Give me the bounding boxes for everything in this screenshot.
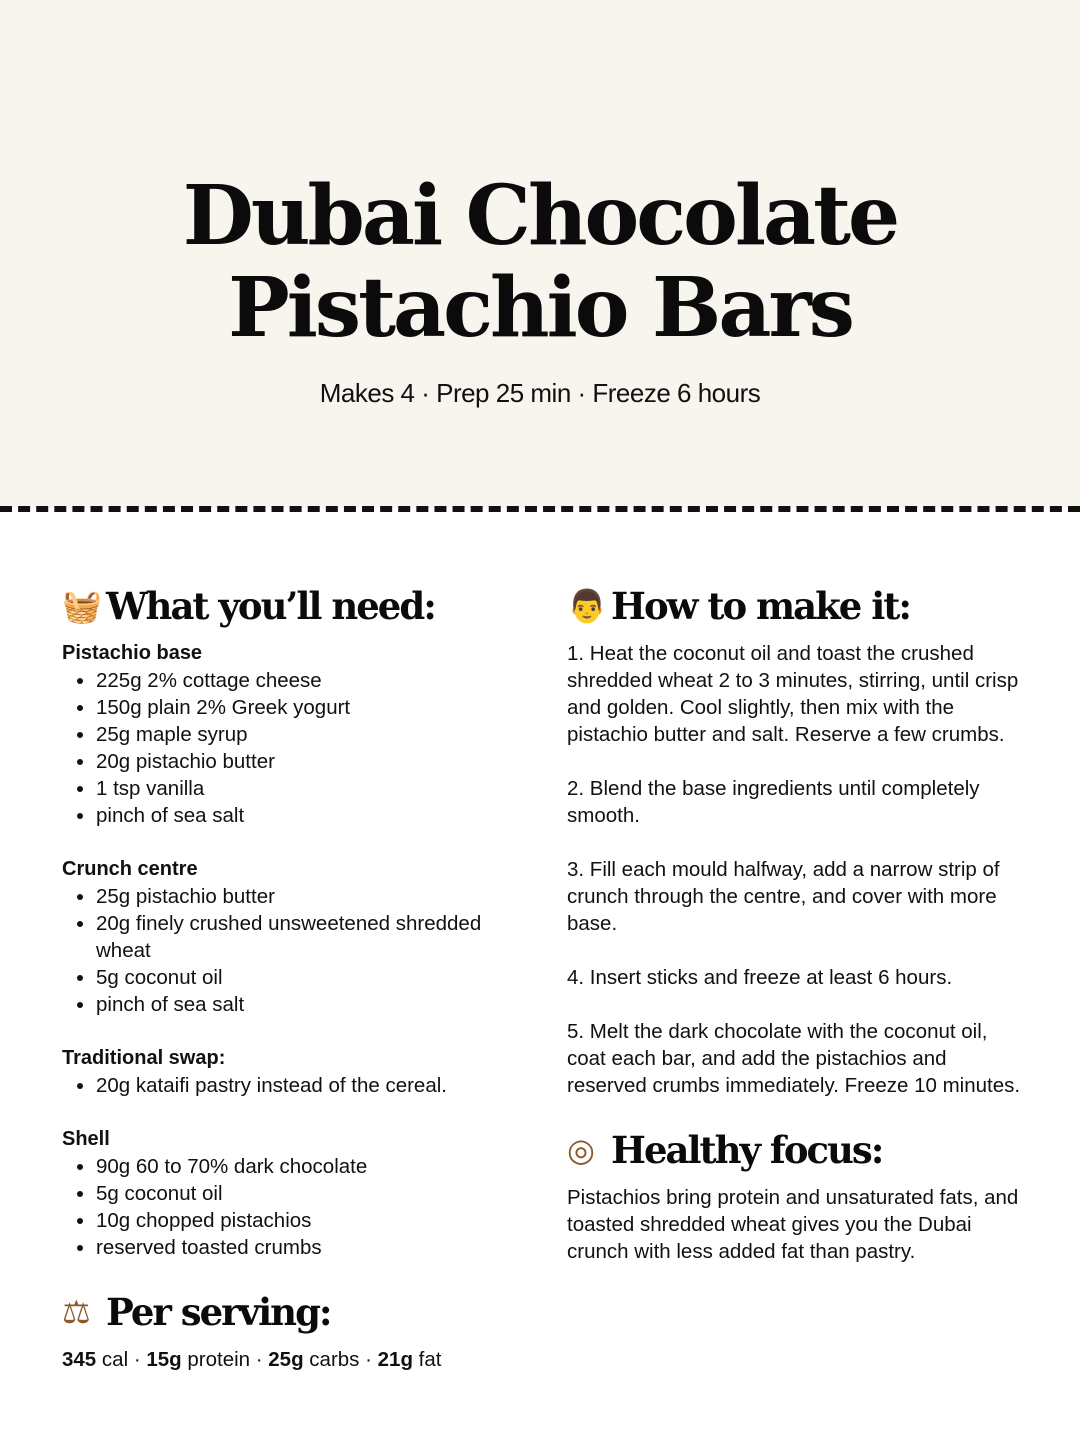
carbs-label: carbs · <box>303 1348 378 1371</box>
ingredient-item: • 1 tsp vanilla <box>96 775 512 802</box>
method-heading <box>567 582 1029 630</box>
group-title: Pistachio base <box>62 642 203 664</box>
fat-label: fat <box>412 1348 442 1371</box>
ingredient-group-swap <box>62 1045 512 1099</box>
ingredient-item: • 5g coconut oil <box>96 964 512 991</box>
carbs-value: 25g <box>268 1348 304 1371</box>
target-icon: ◎ <box>567 1131 595 1169</box>
group-title: Crunch centre <box>62 858 198 880</box>
recipe-meta: Makes 4 · Prep 25 min · Freeze 6 hours <box>319 378 761 408</box>
ingredient-item: • 25g pistachio butter <box>96 883 512 910</box>
ingredients-heading <box>62 582 512 630</box>
ingredient-group-crunch <box>62 856 512 1018</box>
method-step: 1. Heat the coconut oil and toast the crushed shredded wheat 2 to 3 minutes, stirring, until crisp and golden. Cool slightly, then mix with the pistachio butter and salt. Reserve a few crumbs. <box>567 642 1019 746</box>
ingredient-item: • pinch of sea salt <box>96 991 512 1018</box>
healthy-focus-heading-text: Healthy focus: <box>611 1128 883 1172</box>
ingredient-group-shell <box>62 1126 512 1261</box>
ingredient-item: • 20g pistachio butter <box>96 748 512 775</box>
ingredient-list <box>62 1153 512 1261</box>
ingredient-item: • 90g 60 to 70% dark chocolate <box>96 1153 512 1180</box>
calories-value: 345 <box>62 1348 97 1371</box>
scales-icon: ⚖ <box>62 1293 91 1331</box>
protein-value: 15g <box>146 1348 182 1371</box>
ingredient-item: • 10g chopped pistachios <box>96 1207 512 1234</box>
ingredient-list <box>62 883 512 1018</box>
recipe-header <box>0 0 1080 508</box>
ingredient-list <box>62 1072 512 1099</box>
ingredient-item: • reserved toasted crumbs <box>96 1234 512 1261</box>
ingredient-item: • 150g plain 2% Greek yogurt <box>96 694 512 721</box>
ingredient-list <box>62 667 512 829</box>
method-step: 4. Insert sticks and freeze at least 6 hours. <box>567 966 953 989</box>
ingredient-item: • 20g kataifi pastry instead of the cereal. <box>96 1072 512 1099</box>
ingredients-heading-text: What you’ll need: <box>106 584 435 628</box>
ingredient-item: • 225g 2% cottage cheese <box>96 667 512 694</box>
method-step: 5. Melt the dark chocolate with the coconut oil, coat each bar, and add the pistachios and reserved crumbs immediately. Freeze 10 minutes. <box>567 1020 1021 1097</box>
basket-icon: 🧺 <box>62 587 102 625</box>
calories-label: cal · <box>96 1348 147 1371</box>
ingredient-item: • pinch of sea salt <box>96 802 512 829</box>
ingredient-item: • 20g finely crushed unsweetened shredded wheat <box>96 910 512 964</box>
group-title: Traditional swap: <box>62 1047 226 1069</box>
fat-value: 21g <box>377 1348 413 1371</box>
ingredient-group-base <box>62 640 512 829</box>
ingredient-item: • 25g maple syrup <box>96 721 512 748</box>
title-line-1: Dubai Chocolate <box>182 168 898 264</box>
per-serving-heading-text: Per serving: <box>106 1290 331 1334</box>
per-serving-heading <box>62 1288 512 1336</box>
healthy-focus-heading <box>567 1126 1029 1174</box>
nutrition-line <box>62 1346 512 1373</box>
chef-icon: 👨 <box>567 587 607 625</box>
title-line-2: Pistachio Bars <box>228 260 852 356</box>
method-column <box>567 582 1029 1265</box>
healthy-focus-section <box>567 1126 1029 1265</box>
method-step: 2. Blend the base ingredients until completely smooth. <box>567 777 980 827</box>
dashed-divider <box>0 506 1080 512</box>
per-serving-section <box>62 1288 512 1373</box>
ingredients-column <box>62 582 512 1373</box>
healthy-focus-text: Pistachios bring protein and unsaturated fats, and toasted shredded wheat gives you the Dubai crunch with less added fat than pastry. <box>567 1186 1019 1263</box>
method-heading-text: How to make it: <box>611 584 911 628</box>
protein-label: protein · <box>181 1348 269 1371</box>
method-step: 3. Fill each mould halfway, add a narrow strip of crunch through the centre, and cover with more base. <box>567 858 1000 935</box>
recipe-title <box>0 170 1080 354</box>
group-title: Shell <box>62 1128 110 1150</box>
ingredient-item: • 5g coconut oil <box>96 1180 512 1207</box>
